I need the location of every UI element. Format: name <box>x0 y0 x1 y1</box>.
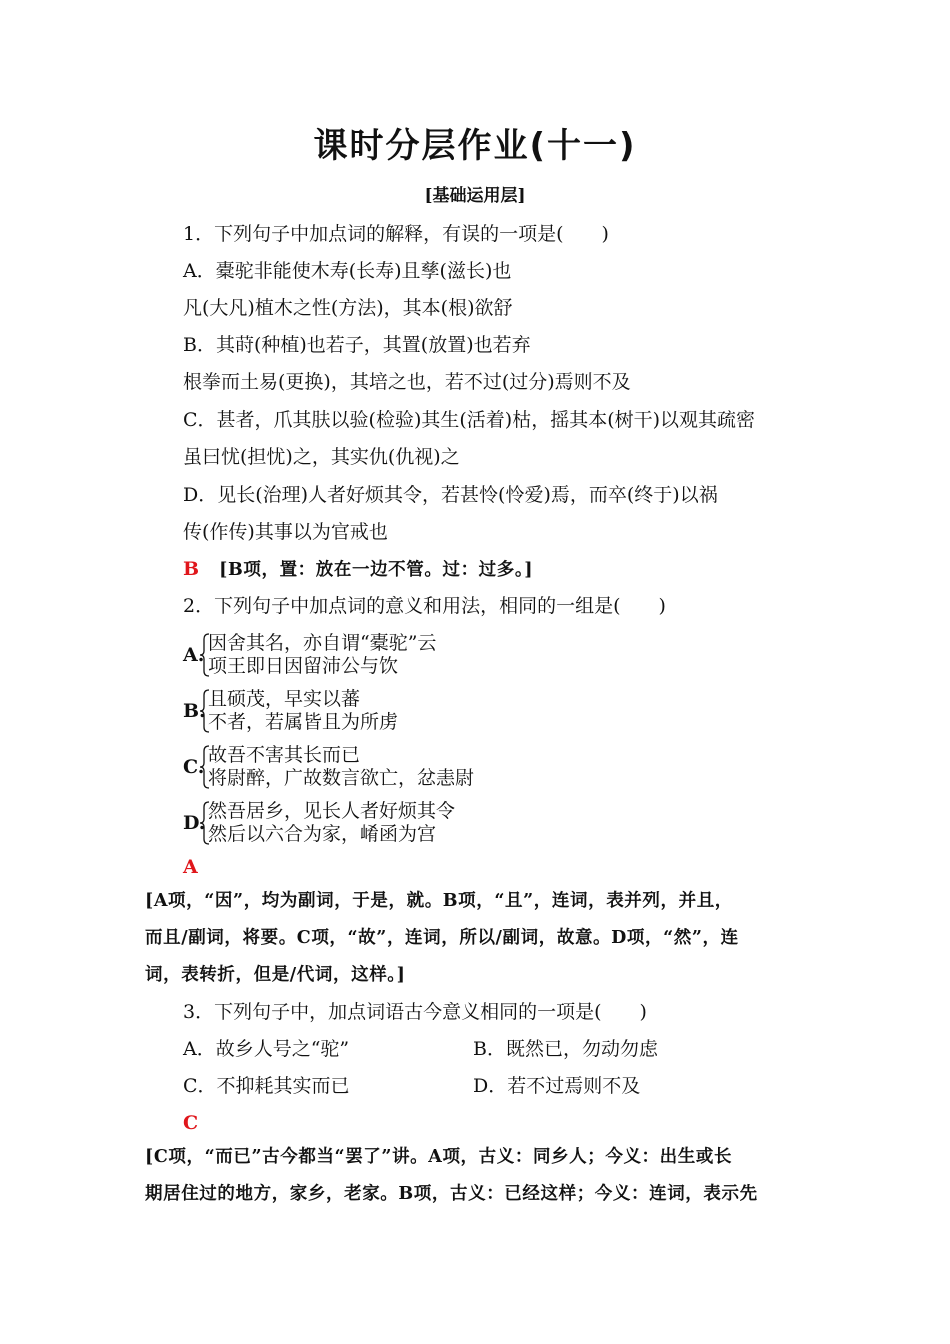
q1-option-b-line1: B．其莳(种植)也若子，其置(放置)也若弃 <box>183 334 531 356</box>
q3-option-b: B．既然已，勿动勿虑 <box>473 1038 658 1060</box>
q2-option-label: B. <box>183 700 206 722</box>
page-title: 课时分层作业(十一) <box>313 126 637 166</box>
q3-option-a: A．故乡人号之“驼” <box>183 1038 350 1060</box>
q1-stem: 1．下列句子中加点词的解释，有误的一项是( ) <box>183 223 609 245</box>
q1-option-a-line1: A．橐驼非能使木寿(长寿)且孳(滋长)也 <box>183 260 512 282</box>
q2-option-line1: 故吾不害其长而已 <box>208 744 361 766</box>
q1-option-c-line1: C．甚者，爪其肤以验(检验)其生(活着)枯，摇其本(树干)以观其疏密 <box>183 409 756 431</box>
q3-stem: 3．下列句子中，加点词语古今意义相同的一项是( ) <box>183 1001 647 1023</box>
q2-explanation-line2: 而且/副词，将要。C项，“故”，连词，所以/副词，故意。D项，“然”，连 <box>145 928 739 948</box>
q2-option-label: C. <box>183 756 205 778</box>
q2-stem: 2．下列句子中加点词的意义和用法，相同的一组是( ) <box>183 595 666 617</box>
q2-explanation-line3: 词，表转折，但是/代词，这样。] <box>145 965 406 985</box>
q1-explanation: [B项，置：放在一边不管。过：过多。] <box>219 560 534 580</box>
q3-option-d: D．若不过焉则不及 <box>473 1075 641 1097</box>
q1-answer: B <box>183 558 200 580</box>
q2-option-line2: 将尉醉，广故数言欲亡，忿恚尉 <box>208 767 475 789</box>
q1-option-a-line2: 凡(大凡)植木之性(方法)，其本(根)欲舒 <box>183 297 513 319</box>
q1-answer-row <box>183 557 533 582</box>
q1-option-d-line1: D．见长(治理)人者好烦其令，若甚怜(怜爱)焉，而卒(终于)以祸 <box>183 484 718 506</box>
q2-option-line2: 项王即日因留沛公与饮 <box>208 655 399 677</box>
q2-option-label: D. <box>183 812 206 834</box>
q1-option-c-line2: 虽曰忧(担忧)之，其实仇(仇视)之 <box>183 446 460 468</box>
q1-option-d-line2: 传(作传)其事以为官戒也 <box>183 521 388 543</box>
q3-explanation-line1: [C项，“而已”古今都当“罢了”讲。A项，古义：同乡人；今义：出生或长 <box>145 1147 733 1167</box>
q1-option-b-line2: 根拳而土易(更换)，其培之也，若不过(过分)焉则不及 <box>183 371 631 393</box>
q2-answer: A <box>183 856 198 878</box>
q2-option-line2: 不者，若属皆且为所虏 <box>208 711 399 733</box>
q2-option-line1: 然吾居乡，见长人者好烦其令 <box>208 800 456 822</box>
q3-answer: C <box>183 1112 199 1134</box>
q2-option-label: A. <box>183 644 205 666</box>
q2-option-line1: 因舍其名，亦自谓“橐驼”云 <box>208 632 437 654</box>
q3-explanation-line2: 期居住过的地方，家乡，老家。B项，古义：已经这样；今义：连词，表示先 <box>145 1184 758 1204</box>
section-heading: [基础运用层] <box>424 186 526 206</box>
q2-option-line1: 且硕茂，早实以蕃 <box>208 688 361 710</box>
q2-option-line2: 然后以六合为家，崤函为宫 <box>208 823 437 845</box>
q2-explanation-line1: [A项，“因”，均为副词，于是，就。B项，“且”，连词，表并列，并且， <box>145 891 733 911</box>
q3-option-c: C．不抑耗其实而已 <box>183 1075 350 1097</box>
